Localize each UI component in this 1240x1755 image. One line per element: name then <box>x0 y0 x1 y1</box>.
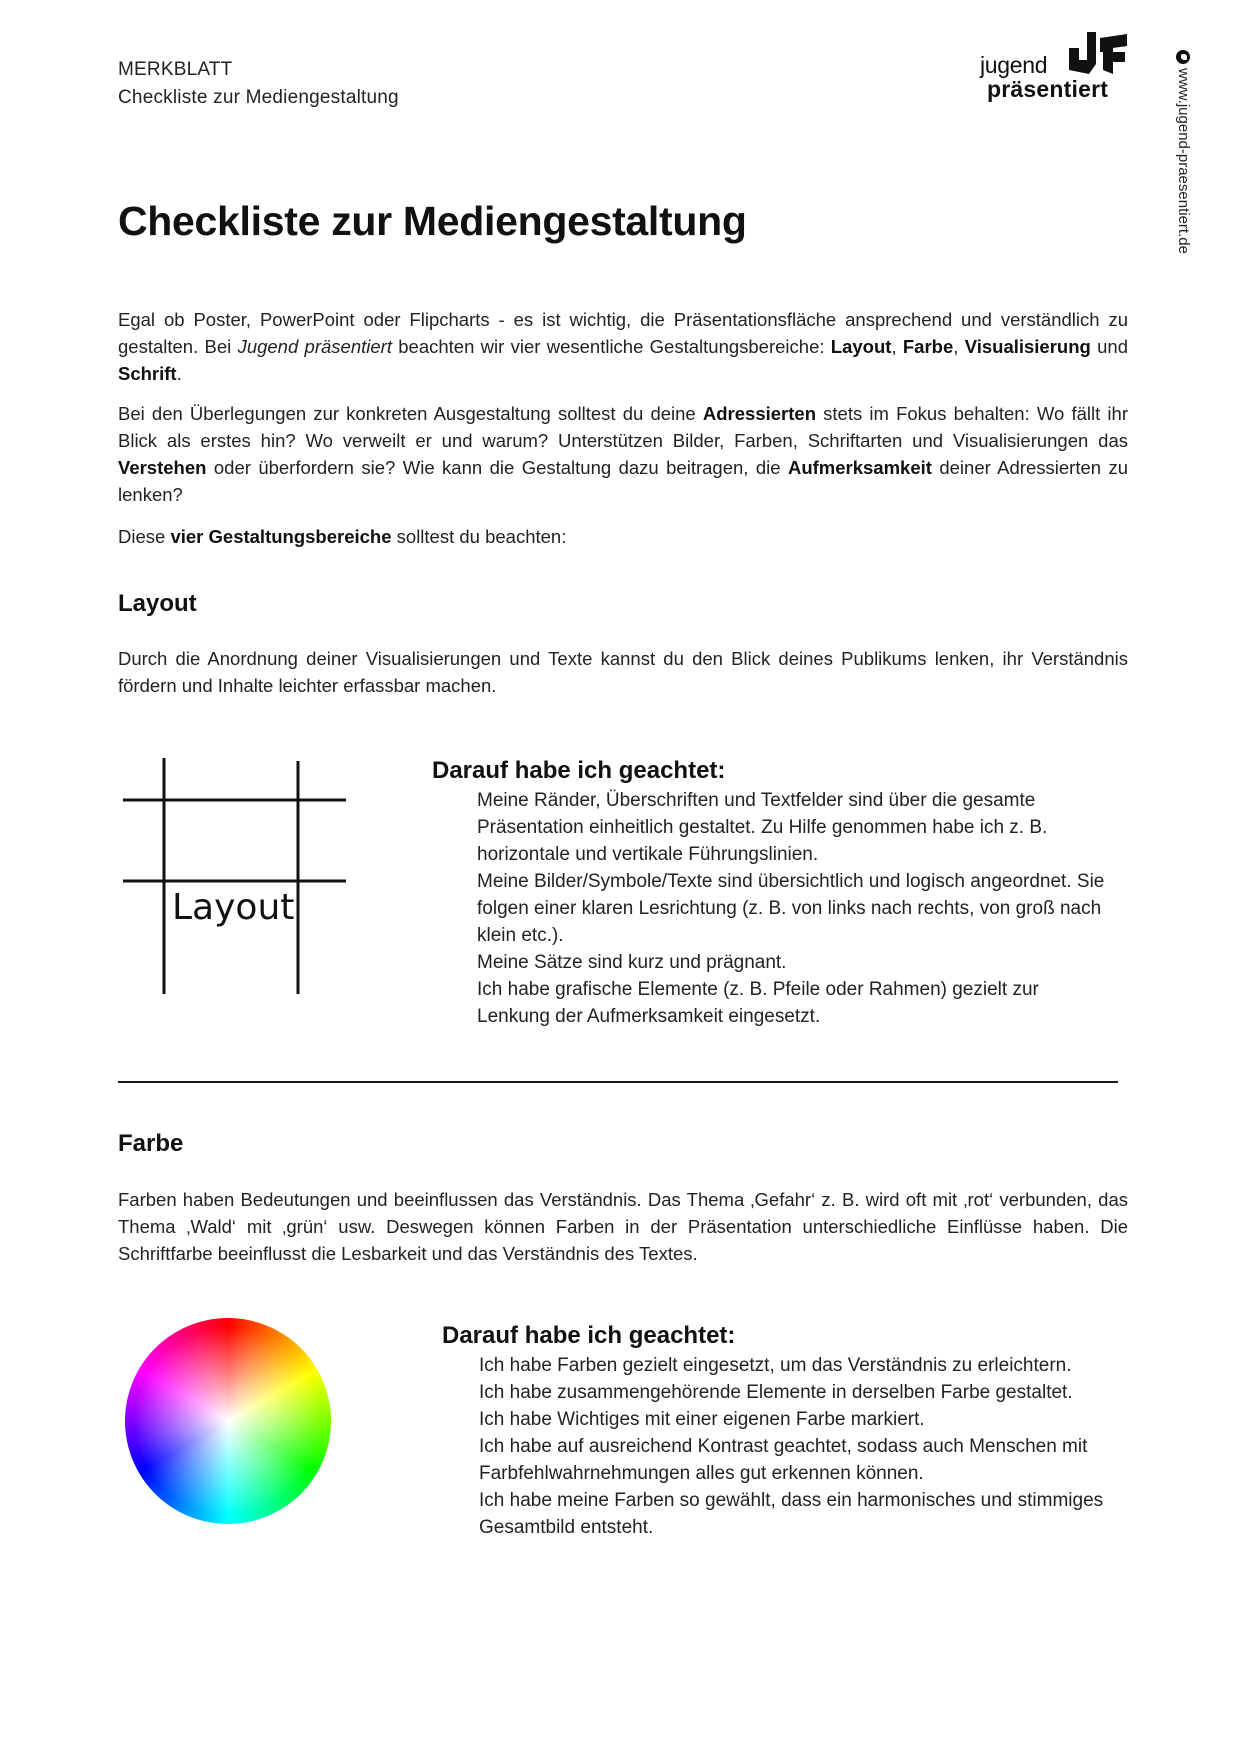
checklist-item: Meine Bilder/Symbole/Texte sind übersichtlich und logisch angeordnet. Sie folgen einer klaren Lesrichtung (z. B. von links nach rechts, von groß nach klein etc.). <box>477 871 1105 946</box>
keyword-adressierten: Adressierten <box>702 403 816 424</box>
section-description-layout: Durch die Anordnung deiner Visualisierungen und Texte kannst du den Blick deines Publikums lenken, ihr Verständnis fördern und Inhalte leichter erfassbar machen. <box>118 648 1128 696</box>
document-type-label: MERKBLATT <box>118 59 233 80</box>
checklist-item: Meine Ränder, Überschriften und Textfelder sind über die gesamte Präsentation einheitlich gestaltet. Zu Hilfe genommen habe ich z. B. horizontale und vertikale Führungslinien. <box>477 790 1048 865</box>
checklist-item: Ich habe auf ausreichend Kontrast geachtet, sodass auch Menschen mit Farbfehlwahrnehmungen alles gut erkennen können. <box>479 1436 1088 1484</box>
section-description-farbe: Farben haben Bedeutungen und beeinflussen das Verständnis. Das Thema ‚Gefahr‘ z. B. wird oft mit ‚rot‘ verbunden, das Thema ‚Wald‘ mit ‚grün‘ usw. Deswegen können Farben in der Präsentation unterschiedliche Einflüsse haben. Die Schriftfarbe beeinflusst die Lesbarkeit und das Verständnis des Textes. <box>118 1189 1128 1264</box>
program-name: Jugend präsentiert <box>237 336 392 357</box>
intro-paragraph-2 <box>118 400 1128 508</box>
checklist-item: Ich habe grafische Elemente (z. B. Pfeile oder Rahmen) gezielt zur Lenkung der Aufmerksamkeit eingesetzt. <box>477 979 1039 1027</box>
document-subtitle: Checkliste zur Mediengestaltung <box>118 87 399 108</box>
section-heading-layout: Layout <box>118 590 197 617</box>
intro-paragraph-1 <box>118 306 1128 387</box>
checklist-item: Ich habe meine Farben so gewählt, dass ein harmonisches und stimmiges Gesamtbild entsteht. <box>479 1490 1104 1538</box>
checklist-title-farbe: Darauf habe ich geachtet: <box>442 1322 736 1349</box>
logo-text-jugend: jugend <box>980 52 1048 78</box>
checklist-item: Meine Sätze sind kurz und prägnant. <box>477 952 787 973</box>
text: solltest du beachten: <box>391 526 567 547</box>
checklist-item: Ich habe Wichtiges mit einer eigenen Farbe markiert. <box>479 1409 925 1430</box>
logo-text-praesentiert: präsentiert <box>987 76 1109 102</box>
keyword-visualisierung: Visualisierung <box>964 336 1091 357</box>
checklist-layout <box>477 787 1117 1030</box>
keyword-schrift: Schrift <box>118 363 177 384</box>
keyword-aufmerksamkeit: Aufmerksamkeit <box>787 457 932 478</box>
keyword-farbe: Farbe <box>902 336 954 357</box>
document-header <box>118 56 399 112</box>
checklist-title-layout: Darauf habe ich geachtet: <box>432 757 726 784</box>
text: . <box>176 363 182 384</box>
keyword-vier-gestaltungsbereiche: vier Gestaltungsbereiche <box>170 526 392 547</box>
website-url-text: www.jugend-praesentiert.de <box>1175 68 1192 254</box>
text: und <box>1090 336 1128 357</box>
keyword-verstehen: Verstehen <box>118 457 207 478</box>
checklist-farbe <box>479 1352 1139 1541</box>
text: oder überfordern sie? Wie kann die Gestaltung dazu beitragen, die <box>206 457 788 478</box>
section-divider <box>118 1081 1118 1083</box>
jugend-praesentiert-logo <box>980 30 1130 105</box>
text: beachten wir vier wesentliche Gestaltungsbereiche: <box>391 336 831 357</box>
text: stets im Fokus behalten: Wo fällt ihr Blick als erstes hin? Wo verweilt er und warum? Unterstützen Bilder, Farben, Schriftarten und Visualisierungen das <box>118 403 1128 451</box>
logo-mark-icon <box>1067 30 1129 76</box>
text: Egal ob Poster, PowerPoint oder Flipcharts - es ist wichtig, die Präsentationsfläche ansprechend und verständlich zu gestalten. Bei <box>118 309 1128 357</box>
text: Diese <box>118 526 171 547</box>
layout-figure-label: Layout <box>172 887 295 928</box>
website-url-vertical <box>1170 50 1192 290</box>
intro-paragraph-3 <box>118 523 1128 550</box>
color-wheel-illustration <box>125 1318 331 1524</box>
checklist-item: Ich habe zusammengehörende Elemente in derselben Farbe gestaltet. <box>479 1382 1073 1403</box>
section-heading-farbe: Farbe <box>118 1130 184 1157</box>
keyword-layout: Layout <box>830 336 892 357</box>
globe-icon <box>1177 50 1191 64</box>
layout-grid-illustration <box>120 758 360 1003</box>
text: , <box>891 336 903 357</box>
text: , <box>953 336 965 357</box>
text: deiner Adressierten zu lenken? <box>118 457 1129 505</box>
checklist-item: Ich habe Farben gezielt eingesetzt, um das Verständnis zu erleichtern. <box>479 1355 1072 1376</box>
text: Bei den Überlegungen zur konkreten Ausgestaltung solltest du deine <box>118 403 703 424</box>
page-title: Checkliste zur Mediengestaltung <box>118 198 747 244</box>
